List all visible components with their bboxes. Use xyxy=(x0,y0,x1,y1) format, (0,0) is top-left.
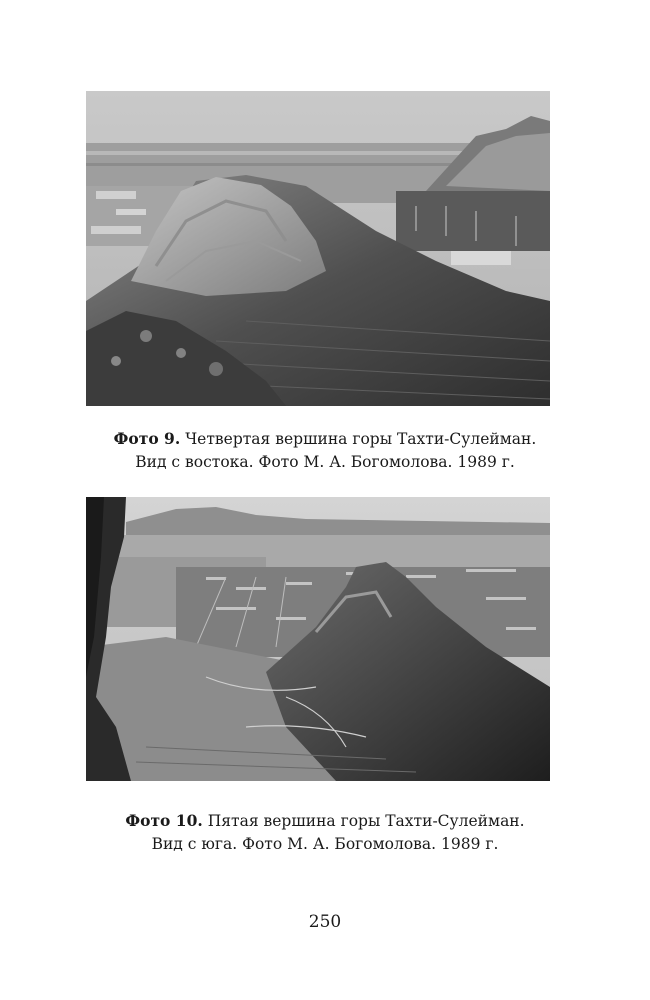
caption-line: Вид с востока. Фото М. А. Богомолова. 1989 г. xyxy=(135,453,515,471)
caption-label: Фото 9. xyxy=(113,429,181,448)
photo-caption-fourth-summit xyxy=(60,427,590,474)
photo-fifth-summit-image xyxy=(86,497,550,781)
photo-fifth-summit xyxy=(86,497,550,781)
page-number: 250 xyxy=(308,912,342,932)
photo-fourth-summit-image xyxy=(86,91,550,406)
caption-text: Пятая вершина горы Тахти-Сулейман. xyxy=(207,812,525,830)
caption-line: Вид с юга. Фото М. А. Богомолова. 1989 г. xyxy=(151,835,499,853)
caption-label: Фото 10. xyxy=(125,811,203,830)
caption-line xyxy=(60,427,590,451)
caption-text: Четвертая вершина горы Тахти-Сулейман. xyxy=(185,430,537,448)
photo-caption-fifth-summit xyxy=(60,809,590,856)
photo-fourth-summit xyxy=(86,91,550,406)
caption-line xyxy=(60,809,590,833)
